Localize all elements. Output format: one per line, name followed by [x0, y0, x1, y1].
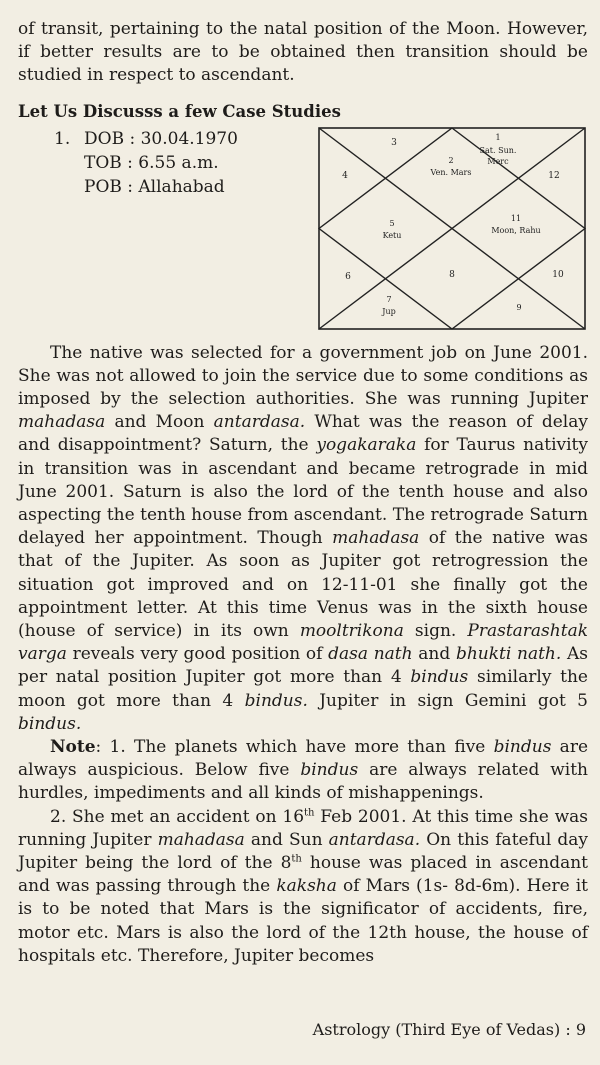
- house-8-number: 8: [449, 269, 455, 280]
- house-7-planets: Jup: [382, 306, 396, 316]
- house-5-planets: Ketu: [382, 230, 402, 240]
- case-number: 1.: [54, 128, 71, 149]
- book-page: [18, 18, 588, 968]
- house-12-number: 12: [548, 170, 560, 181]
- house-11-number: 11: [510, 213, 522, 223]
- house-1-number: 1: [495, 132, 501, 142]
- house-6-number: 6: [345, 271, 351, 282]
- house-2-number: 2: [448, 155, 454, 165]
- house-1-planets-b: Merc: [487, 156, 509, 166]
- house-10-number: 10: [552, 269, 564, 280]
- house-2-planets: Ven. Mars: [430, 167, 472, 177]
- section-heading: Let Us Discusss a few Case Studies: [18, 101, 341, 121]
- north-indian-chart-svg: [318, 127, 586, 330]
- tob-line: TOB : 6.55 a.m.: [84, 152, 219, 173]
- page-footer: Astrology (Third Eye of Vedas) : 9: [312, 1020, 586, 1039]
- house-7-number: 7: [386, 294, 392, 304]
- dob-line: DOB : 30.04.1970: [84, 128, 238, 149]
- birth-details: [54, 127, 238, 330]
- case-study-1: [18, 127, 588, 330]
- note-paragraph: Note: 1. The planets which have more than five bindus are always auspicious. Below five bindus are always related with hurdles, impediments and all kinds of mishappenings.: [18, 737, 589, 804]
- house-3-number: 3: [391, 137, 397, 148]
- house-4-number: 4: [342, 170, 348, 181]
- house-5-number: 5: [389, 218, 395, 228]
- case-paragraph-1: The native was selected for a government job on June 2001. She was not allowed to join the service due to some conditions as imposed by the selection authorities. She was running Jupiter mahadasa and Moon antardasa. What was the reason of delay and disappointment? Saturn, the yogakaraka for Taurus nativity in transition was in ascendant and became retrograde in mid June 2001. Saturn is also the lord of the tenth house and also aspecting the tenth house from ascendant. The retrograde Saturn delayed her appointment. Though mahadasa of the native was that of the Jupiter. As soon as Jupiter got retrogression the situation got improved and on 12-11-01 she finally got the appointment letter. At this time Venus was in the sixth house (house of service) in its own mooltrikona sign. Prastarashtak varga reveals very good position of dasa nath and bhukti nath. As per natal position Jupiter got more than 4 bindus similarly the moon got more than 4 bindus. Jupiter in sign Gemini got 5 bindus.: [18, 342, 588, 734]
- house-1-planets-a: Sat. Sun.: [479, 145, 517, 155]
- house-9-number: 9: [516, 302, 522, 312]
- house-11-planets: Moon, Rahu: [491, 225, 541, 235]
- case-paragraph-2: 2. She met an accident on 16th Feb 2001. At this time she was running Jupiter mahadasa and Sun antardasa. On this fateful day Jupiter being the lord of the 8th house was placed in ascendant and was passing through the kaksha of Mars (1s- 8d-6m). Here it is to be noted that Mars is the significator of accidents, fire, motor etc. Mars is also the lord of the 12th house, the house of hospitals etc. Therefore, Jupiter becomes: [18, 806, 589, 966]
- intro-paragraph: of transit, pertaining to the natal position of the Moon. However, if better results are to be obtained then transition should be studied in respect to ascendant.: [18, 19, 588, 86]
- birth-chart: [318, 127, 586, 330]
- note-label: Note: [50, 737, 96, 758]
- pob-line: POB : Allahabad: [84, 176, 225, 197]
